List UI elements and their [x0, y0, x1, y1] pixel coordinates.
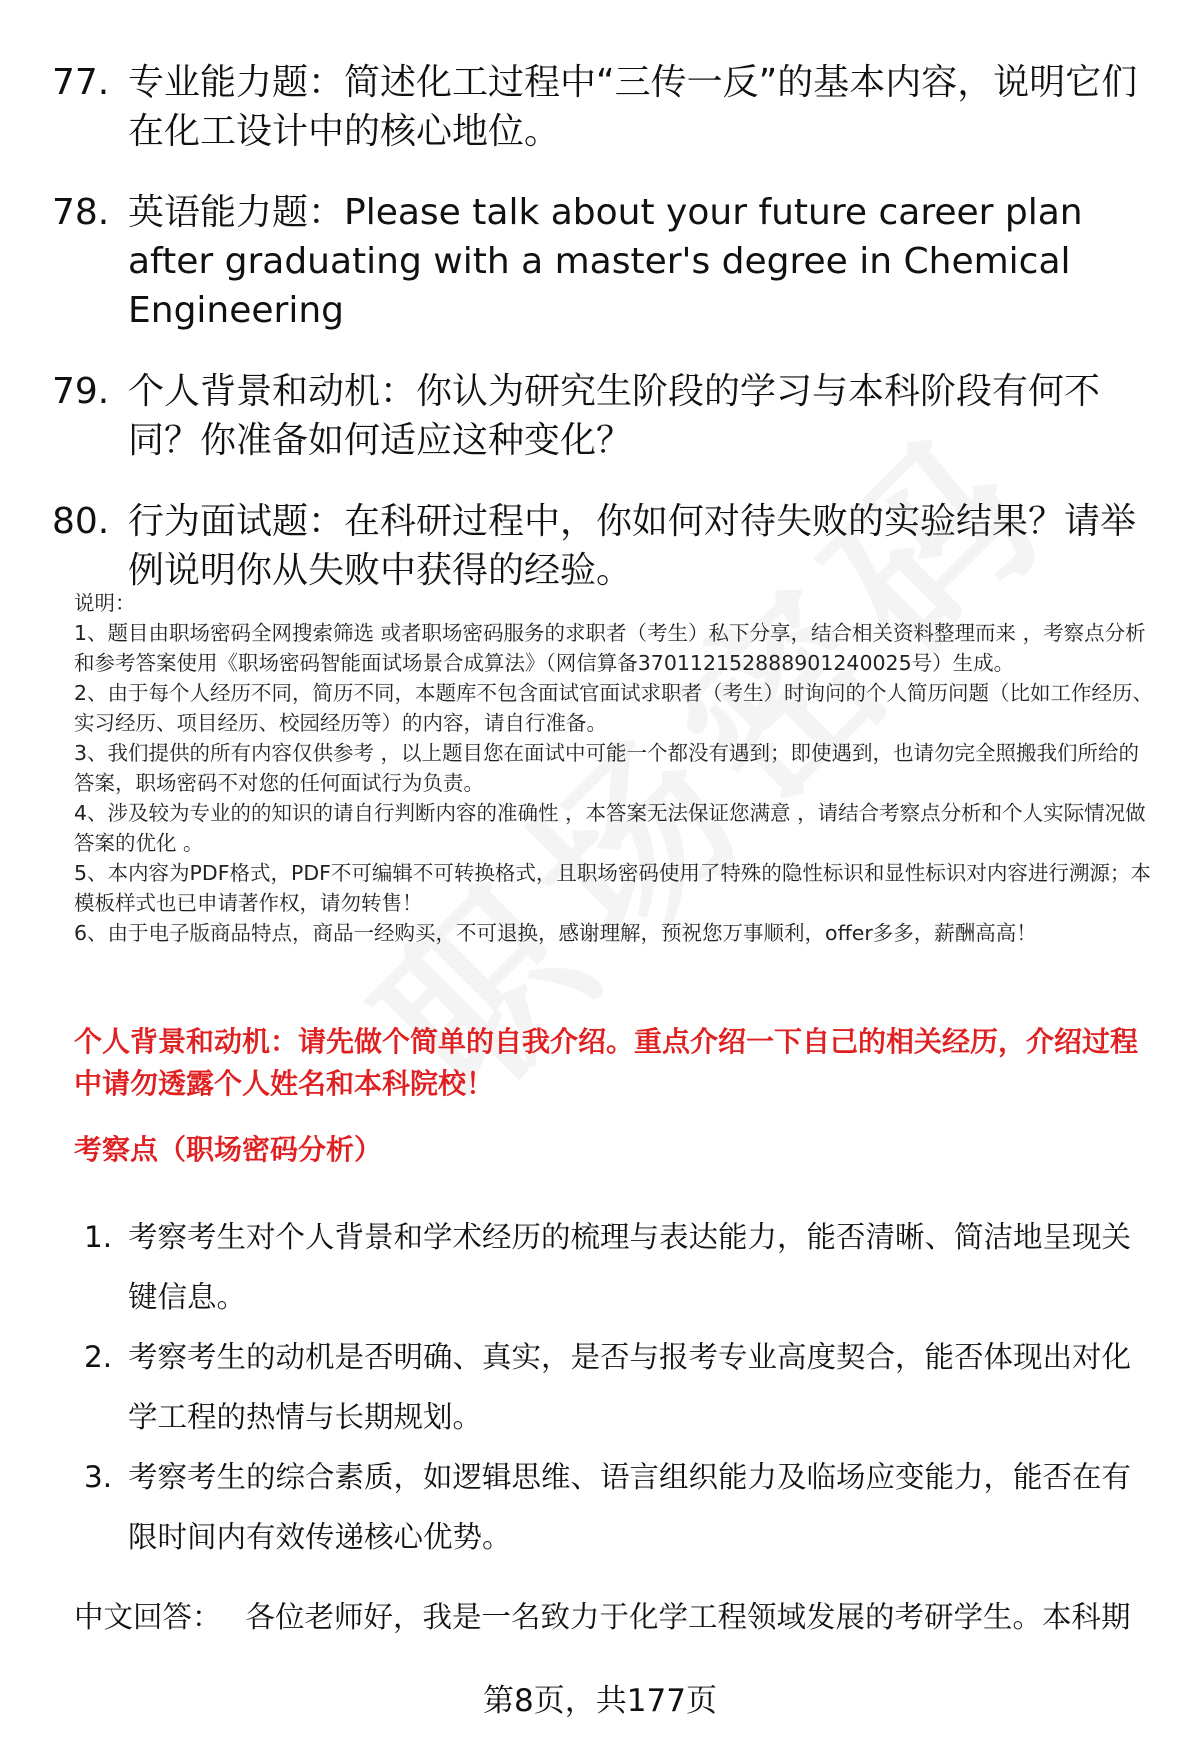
note-item: 2、由于每个人经历不同，简历不同，本题库不包含面试官面试求职者（考生）时询问的个人简历问题（比如工作经历、实习经历、项目经历、校园经历等）的内容，请自行准备。 [74, 681, 1154, 735]
assessment-point [84, 1327, 1159, 1447]
disclaimer-notes [74, 588, 1159, 948]
point-number: 1. [84, 1220, 113, 1254]
section-title: 考察点（职场密码分析） [74, 1133, 383, 1166]
question-item [52, 367, 1162, 465]
note-item: 1、题目由职场密码全网搜索筛选 或者职场密码服务的求职者（考生）私下分享，结合相关资料整理而来 ，考察点分析和参考答案使用《职场密码智能面试场景合成算法》（网信算备370112152888901240025号）生成。 [74, 621, 1146, 675]
point-number: 2. [84, 1340, 113, 1374]
assessment-point [84, 1207, 1159, 1327]
answer-text: 各位老师好，我是一名致力于化学工程领域发展的考研学生。本科期 [245, 1600, 1131, 1634]
question-text: 个人背景和动机：你认为研究生阶段的学习与本科阶段有何不同？你准备如何适应这种变化？ [128, 371, 1101, 461]
question-list [52, 58, 1162, 627]
chinese-answer [74, 1596, 1164, 1638]
question-item [52, 188, 1162, 335]
note-item: 6、由于电子版商品特点，商品一经购买，不可退换，感谢理解，预祝您万事顺利，offer多多，薪酬高高！ [74, 921, 1037, 945]
question-number: 79. [52, 371, 110, 412]
answer-label: 中文回答： [74, 1600, 222, 1634]
assessment-points [84, 1207, 1159, 1567]
point-text: 考察考生的动机是否明确、真实，是否与报考专业高度契合，能否体现出对化学工程的热情与长期规划。 [128, 1340, 1132, 1434]
question-text: 专业能力题：简述化工过程中“三传一反”的基本内容，说明它们在化工设计中的核心地位。 [128, 62, 1138, 152]
note-item: 4、涉及较为专业的的知识的请自行判断内容的准确性 ，本答案无法保证您满意 ，请结合考察点分析和个人实际情况做答案的优化 。 [74, 801, 1146, 855]
question-item [52, 497, 1162, 595]
question-number: 77. [52, 62, 110, 103]
question-number: 80. [52, 501, 110, 542]
note-item: 3、我们提供的所有内容仅供参考 ，以上题目您在面试中可能一个都没有遇到；即使遇到，也请勿完全照搬我们所给的答案，职场密码不对您的任何面试行为负责。 [74, 741, 1140, 795]
question-text: 行为面试题：在科研过程中，你如何对待失败的实验结果？请举例说明你从失败中获得的经验。 [128, 501, 1137, 591]
page-footer: 第8页，共177页 [483, 1683, 717, 1719]
assessment-point [84, 1447, 1159, 1567]
interview-prompt: 个人背景和动机：请先做个简单的自我介绍。重点介绍一下自己的相关经历，介绍过程中请勿透露个人姓名和本科院校！ [74, 1025, 1139, 1100]
point-number: 3. [84, 1460, 113, 1494]
point-text: 考察考生的综合素质，如逻辑思维、语言组织能力及临场应变能力，能否在有限时间内有效传递核心优势。 [128, 1460, 1132, 1554]
question-number: 78. [52, 192, 110, 233]
notes-title: 说明： [74, 591, 136, 615]
note-item: 5、本内容为PDF格式，PDF不可编辑不可转换格式，且职场密码使用了特殊的隐性标识和显性标识对内容进行溯源；本模板样式也已申请著作权，请勿转售！ [74, 861, 1151, 915]
question-text: 英语能力题：Please talk about your future career plan after graduating with a master's degree in Chemical Engineering [128, 192, 1083, 331]
point-text: 考察考生对个人背景和学术经历的梳理与表达能力，能否清晰、简洁地呈现关键信息。 [128, 1220, 1132, 1314]
question-item [52, 58, 1162, 156]
